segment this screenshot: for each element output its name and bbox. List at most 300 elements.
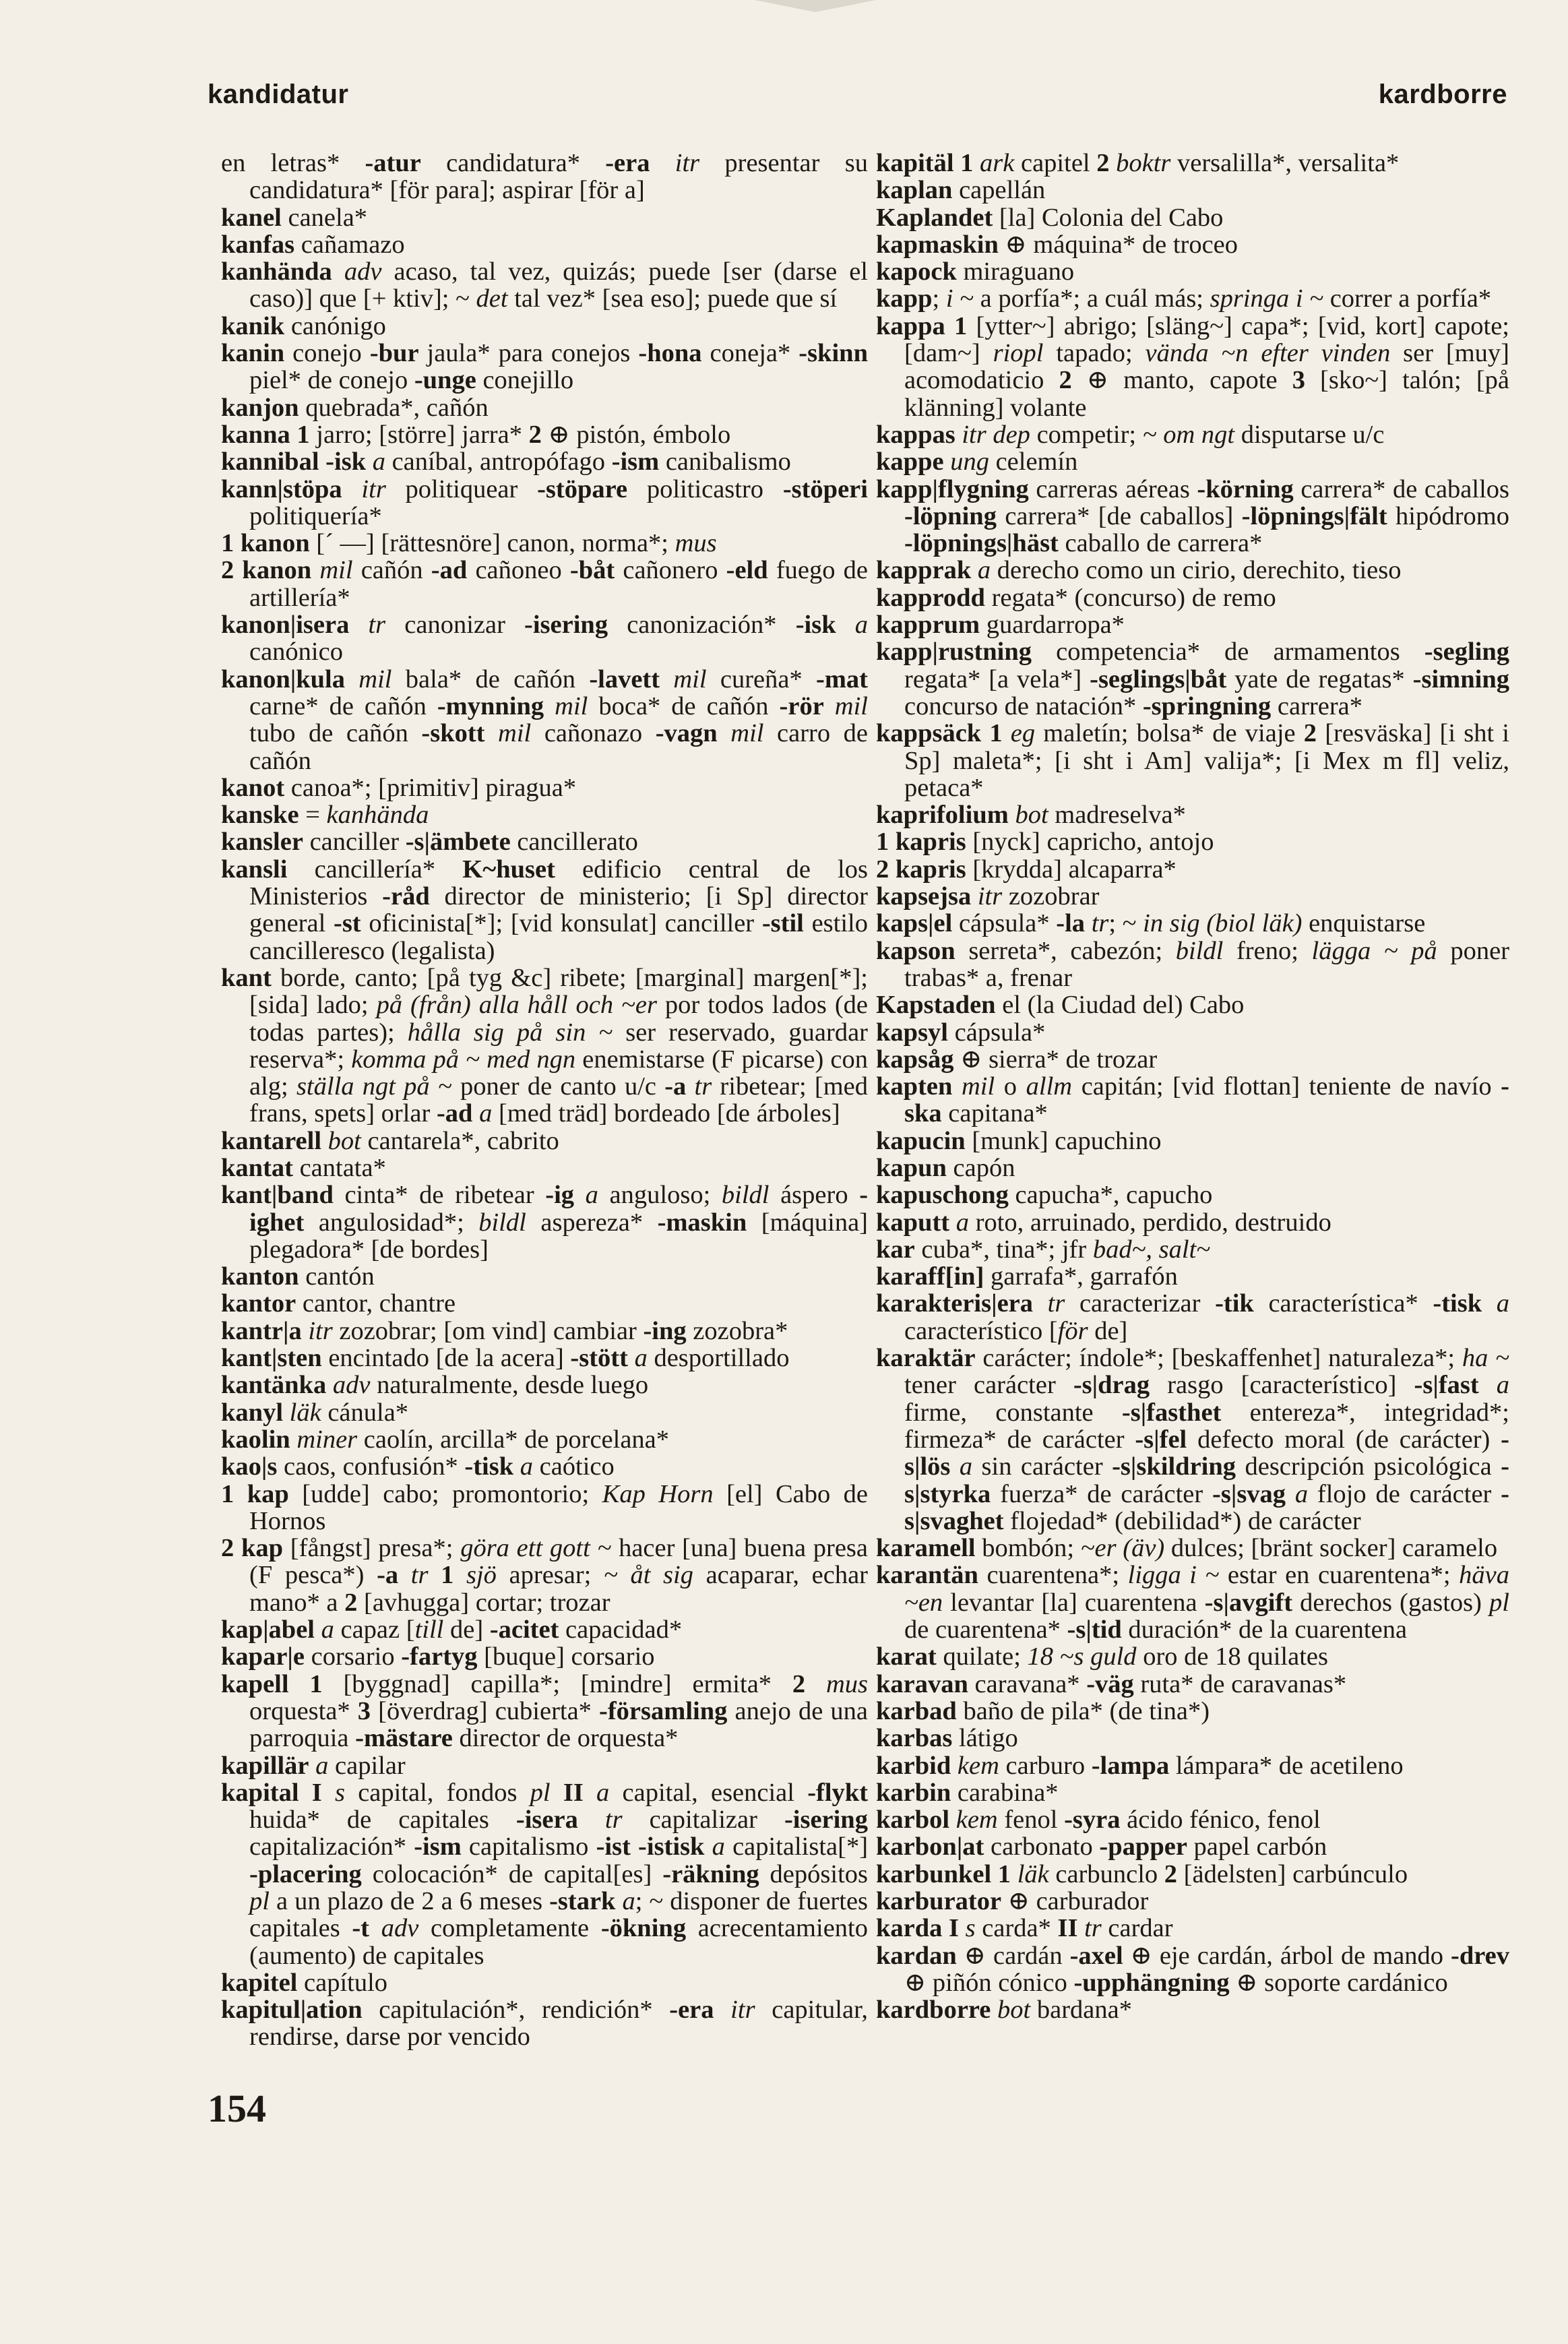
definition-text: anguloso; (598, 1181, 722, 1210)
dictionary-entry (876, 638, 1509, 720)
definition-text: enquistarse (1302, 909, 1426, 938)
dictionary-entry (876, 448, 1509, 475)
label-italic: mil (660, 665, 707, 693)
definition-text: ⊕ máquina* de troceo (998, 230, 1238, 259)
definition-text: colocación* de capital[es] (361, 1859, 663, 1888)
definition-text: encintado [de la acera] (321, 1344, 571, 1373)
definition-text: de cuarentena* (904, 1615, 1067, 1644)
definition-text: estar en cuarentena*; (1219, 1561, 1460, 1590)
definition-text: boca* de cañón (588, 691, 780, 720)
definition-text: capitán; [vid flottan] teniente de navío (1072, 1072, 1501, 1101)
definition-text: conejillo (476, 366, 574, 395)
dictionary-entry (876, 828, 1509, 855)
definition-text: dulces; [bränt socker] caramelo (1164, 1534, 1498, 1563)
label-italic: a (574, 1181, 598, 1210)
headword: -era (669, 1996, 714, 2025)
headword: -s|styrka (904, 1452, 1509, 1508)
headword: Kaplandet (876, 203, 993, 232)
definition-text: acaso, tal vez, quizás; puede [ser (darse el caso)] que [+ ktiv]; ~ (249, 257, 868, 313)
headword: karat (876, 1642, 937, 1671)
definition-text: cañoneo (467, 556, 570, 585)
headword: -isera (515, 1806, 578, 1834)
definition-text: canciller (303, 828, 406, 857)
label-italic: bildl (478, 1208, 526, 1237)
definition-text: rasgo [característico] (1150, 1371, 1414, 1400)
definition-text: canibalismo (659, 448, 791, 476)
definition-text: poner de canto u/c (451, 1072, 665, 1101)
headword: 2 (1164, 1859, 1178, 1888)
headword: kap|abel (221, 1615, 315, 1644)
headword: kapmaskin (876, 230, 999, 259)
definition-text (428, 1561, 441, 1589)
label-italic: tr (349, 611, 386, 640)
headword: -mynning (437, 691, 544, 720)
headword: -mat (816, 665, 868, 693)
label-italic: boktr (1109, 149, 1171, 177)
dictionary-entry (876, 611, 1509, 638)
label-italic: itr dep (955, 420, 1030, 449)
label-italic: vända ~n efter vinden (1145, 339, 1391, 368)
dictionary-entry (876, 177, 1509, 204)
label-italic: miner (290, 1425, 358, 1454)
label-italic: mus (675, 529, 717, 558)
definition-text: capítulo (297, 1968, 388, 1997)
dictionary-entry (221, 313, 868, 340)
label-italic: allm (1026, 1072, 1073, 1101)
definition-text: defecto moral (de carácter) (1187, 1425, 1501, 1454)
definition-text: capellán (952, 176, 1046, 205)
headword: 3 (357, 1696, 371, 1725)
dictionary-entry (221, 774, 868, 801)
dictionary-entry (221, 1345, 868, 1371)
dictionary-entry (221, 448, 868, 475)
headword: -stött (570, 1344, 628, 1373)
headword: kantarell (221, 1126, 322, 1155)
label-italic: Kap Horn (602, 1479, 714, 1508)
dictionary-entry (876, 1671, 1509, 1698)
definition-text: tapado; (1043, 339, 1146, 368)
definition-text: carrera* de caballos (1293, 474, 1509, 503)
label-italic: ~er (äv) (1080, 1534, 1165, 1563)
definition-text: capitular, rendirse, darse por vencido (249, 1996, 868, 2052)
dictionary-entry (221, 1752, 868, 1779)
definition-text: anejo de una parroquia (249, 1696, 868, 1753)
headword: -drev (1451, 1941, 1509, 1970)
headword: karda I (876, 1914, 960, 1943)
headword: kapillär (221, 1751, 309, 1780)
headword: karbas (876, 1724, 953, 1753)
definition-text: candidatura* (420, 149, 606, 177)
dictionary-entry (221, 1996, 868, 2051)
definition-text: caballo de carrera* (1058, 529, 1263, 558)
headword: kappas (876, 420, 955, 449)
definition-text: cinta* de ribetear (333, 1181, 546, 1210)
headword: -flykt (807, 1778, 869, 1807)
headword: -s|fel (1135, 1425, 1187, 1454)
headword: -s|avgift (1204, 1588, 1293, 1617)
headword: 1 kap (221, 1479, 289, 1508)
headword: -s|lös (904, 1425, 1509, 1481)
definition-text: edificio central de los Ministerios (249, 855, 868, 911)
headword: karbin (876, 1778, 951, 1807)
label-italic: in sig (biol läk) (1143, 909, 1303, 938)
label-italic: adv (332, 257, 382, 286)
headword: II (563, 1778, 584, 1807)
definition-text: caravana* (968, 1669, 1087, 1698)
definition-text: ⊕ sierra* de trozar (953, 1045, 1158, 1074)
label-italic: göra ett gott ~ (460, 1534, 612, 1563)
definition-text: o (995, 1072, 1026, 1101)
definition-text: carrera* (1271, 691, 1362, 720)
definition-text: completamente (418, 1914, 601, 1943)
label-italic: läk (283, 1398, 321, 1427)
definition-text: [med träd] bordeado [de árboles] (492, 1099, 840, 1128)
definition-text: ; ~ (1108, 909, 1143, 938)
definition-text: duración* de la cuarentena (1121, 1615, 1408, 1644)
headword: -atur (365, 149, 421, 177)
definition-text: acrecentamiento (aumento) de capitales (249, 1914, 868, 1970)
headword: kaprifolium (876, 801, 1009, 830)
definition-text: [ytter~] abrigo; [släng~] capa*; [vid, kort] capote; [dam~] (904, 311, 1509, 368)
headword: -isering (784, 1806, 868, 1834)
definition-text: caolín, arcilla* de porcelana* (357, 1425, 669, 1454)
headword: kanfas (221, 230, 295, 259)
headword: -vagn (655, 719, 718, 748)
headword: -tisk (464, 1452, 514, 1481)
label-italic: lägga ~ på (1311, 936, 1437, 965)
dictionary-entry (221, 340, 868, 394)
definition-text: firme, constante (904, 1398, 1122, 1427)
headword: kanske (221, 801, 299, 830)
definition-text: regata* (concurso) de remo (984, 583, 1276, 612)
dictionary-entry (876, 910, 1509, 937)
headword: kao|s (221, 1452, 278, 1481)
headword: -isering (524, 611, 608, 640)
definition-text: carácter; índole*; [beskaffenhet] naturaleza*; (975, 1344, 1462, 1373)
definition-text: depósitos (759, 1859, 869, 1888)
dictionary-entry (876, 883, 1509, 910)
label-italic: ung (943, 448, 989, 476)
headword: kaplan (876, 176, 953, 205)
headword: karburator (876, 1887, 1002, 1915)
headword: 2 (1303, 719, 1317, 748)
headword: -a (377, 1561, 399, 1590)
headword: 2 kanon (221, 556, 312, 585)
definition-text: [byggnad] capilla*; [mindre] ermita* (322, 1669, 792, 1698)
definition-text: capón (946, 1153, 1015, 1182)
headword: -stöperi (782, 474, 868, 503)
headword: -lavett (589, 665, 660, 693)
definition-text: correr a porfía* (1323, 284, 1492, 313)
headword: II (1057, 1914, 1078, 1943)
headword: kappsäck 1 (876, 719, 1003, 748)
definition-text: zozobrar (1002, 882, 1100, 911)
headword: kapprodd (876, 583, 985, 612)
definition-text: coneja* (701, 339, 799, 368)
headword: kanyl (221, 1398, 284, 1427)
headword: kanon|isera (221, 611, 350, 640)
definition-text: de] (443, 1615, 490, 1644)
label-italic: till (414, 1615, 444, 1644)
label-italic: läk (1011, 1859, 1049, 1888)
headword: -seglings|båt (1090, 665, 1227, 693)
headword: kanel (221, 203, 282, 232)
definition-text: apresar; (496, 1561, 604, 1590)
dictionary-entry (876, 1698, 1509, 1725)
label-italic: 18 ~s guld (1027, 1642, 1137, 1671)
label-italic: a (513, 1452, 533, 1481)
headword: -ad (436, 1099, 473, 1128)
headword: -mästare (355, 1724, 453, 1753)
definition-text: en letras* (221, 149, 365, 177)
headword: karbol (876, 1806, 950, 1834)
definition-text: ruta* de caravanas* (1133, 1669, 1347, 1698)
definition-text: hacer [una] buena presa (F pesca*) (249, 1534, 869, 1590)
dictionary-entry (221, 476, 868, 530)
headword: kapson (876, 936, 955, 965)
headword: kanna 1 (221, 420, 310, 449)
headword: -s|fasthet (1121, 1398, 1222, 1427)
definition-text: = (299, 801, 327, 830)
dictionary-entry (221, 1371, 868, 1398)
headword: -löpning (904, 501, 997, 530)
dictionary-entry (876, 720, 1509, 801)
headword: K~huset (462, 855, 555, 884)
label-italic: a (1478, 1371, 1509, 1400)
definition-text: cancillería* (287, 855, 463, 884)
definition-text: flojo de carácter (1308, 1479, 1501, 1508)
label-italic: på (från) alla håll och ~er (376, 991, 657, 1020)
label-italic: a (583, 1778, 610, 1807)
definition-text: bombón; (975, 1534, 1081, 1563)
dictionary-entry (221, 1481, 868, 1535)
dictionary-entry (221, 1643, 868, 1670)
definition-text: carbunclo (1048, 1859, 1164, 1888)
dictionary-entry (876, 231, 1509, 258)
label-italic: pl (530, 1778, 551, 1807)
label-italic: mil (311, 556, 353, 585)
headword: karbunkel 1 (876, 1859, 1011, 1888)
label-italic: ~ åt sig (604, 1561, 693, 1590)
label-italic: bildl (1175, 936, 1224, 965)
headword: kapprak (876, 556, 972, 585)
headword: 2 (1096, 149, 1110, 177)
headword: -isk (795, 611, 836, 640)
headword: -s|ämbete (405, 828, 511, 857)
definition-text: ser [muy] acomodaticio (904, 339, 1509, 395)
headword: kapprum (876, 611, 980, 640)
definition-text: regata* [a vela*] (904, 665, 1090, 693)
dictionary-entry (876, 1263, 1509, 1290)
dictionary-entry (221, 1453, 868, 1480)
headword: -ad (431, 556, 468, 585)
headword: -ism (611, 448, 660, 476)
definition-text: bala* de cañón (391, 665, 590, 693)
definition-text: [resväska] [i sht i Sp] maleta*; [i sht i Am] valija*; [i Mex m fl] veliz, petaca* (904, 719, 1510, 802)
dictionary-entry (221, 1318, 868, 1345)
definition-text: látigo (952, 1724, 1018, 1753)
dictionary-entry (876, 1915, 1509, 1942)
label-italic: bildl (721, 1181, 770, 1210)
definition-text: politiquear (385, 474, 538, 503)
dictionary-entry (221, 1290, 868, 1317)
label-italic: mil (484, 719, 532, 748)
definition-text: ser reservado, guardar reserva*; (249, 1018, 868, 1074)
headword: kanon|kula (221, 665, 345, 693)
label-italic: pl (249, 1887, 270, 1915)
definition-text: hipódromo (1387, 501, 1509, 530)
headword: -tisk (1433, 1289, 1482, 1318)
headword: kardborre (876, 1996, 991, 2025)
definition-text: [ädelsten] carbúnculo (1177, 1859, 1408, 1888)
definition-text: cañonero (615, 556, 726, 585)
headword: -körning (1197, 474, 1294, 503)
definition-text: tener carácter (904, 1371, 1073, 1400)
definition-text: tal vez* [sea eso]; puede que sí (507, 284, 838, 313)
definition-text: huida* de capitales (249, 1806, 516, 1834)
dictionary-entry (221, 150, 868, 204)
dictionary-entry (876, 313, 1509, 421)
definition-text: ribetear; [med frans, spets] orlar (249, 1072, 868, 1128)
definition-text: ⊕ soporte cardánico (1229, 1968, 1448, 1997)
label-italic: a (472, 1099, 493, 1128)
definition-text: [buque] corsario (477, 1642, 655, 1671)
label-italic: tr (1033, 1289, 1065, 1318)
dictionary-entry (221, 231, 868, 258)
headword: -s|svaghet (904, 1479, 1509, 1535)
definition-text: ; (932, 284, 946, 313)
headword: kapsejsa (876, 882, 972, 911)
label-italic: mil (952, 1072, 995, 1101)
definition-text: competencia* de armamentos (1032, 638, 1424, 667)
definition-text: canónico (249, 638, 343, 667)
dictionary-entry (876, 937, 1509, 992)
definition-text: canoa*; [primitiv] piragua* (284, 773, 577, 802)
definition-text: papel carbón (1187, 1832, 1327, 1861)
definition-text: disputarse u/c (1234, 420, 1385, 449)
headword: -stil (761, 909, 804, 938)
definition-text: angulosidad*; (304, 1208, 479, 1237)
headword: kansli (221, 855, 288, 884)
definition-text: ⊕ eje cardán, árbol de mando (1123, 1941, 1451, 1970)
definition-text: caos, confusión* (277, 1452, 465, 1481)
headword: kannibal (221, 448, 319, 476)
definition-text: cantarela*, cabrito (360, 1126, 559, 1155)
definition-text: cantor, chantre (296, 1289, 456, 1318)
definition-text: carabina* (951, 1778, 1059, 1807)
dictionary-entry (876, 557, 1509, 584)
definition-text: corsario (304, 1642, 402, 1671)
definition-text: áspero (769, 1181, 860, 1210)
label-italic: a (615, 1887, 635, 1915)
label-italic: i ~ (945, 284, 974, 313)
definition-text: director de ministerio; [i Sp] director general (249, 882, 868, 938)
headword: -placering (249, 1859, 362, 1888)
dictionary-entry (876, 1345, 1509, 1535)
dictionary-entry (221, 828, 868, 855)
definition-text: capitana* (941, 1099, 1048, 1128)
headword: -löpnings|häst (904, 529, 1059, 558)
headword: -acitet (489, 1615, 559, 1644)
headword: kann|stöpa (221, 474, 342, 503)
headword: karbid (876, 1751, 951, 1780)
definition-text: borde, canto; [på tyg &c] ribete; [marginal] margen[*]; [sida] lado; (249, 963, 868, 1020)
dictionary-entry (876, 285, 1509, 312)
definition-text: quilate; (936, 1642, 1028, 1671)
definition-text: canonizar (385, 611, 525, 640)
headword: -simning (1412, 665, 1509, 693)
headword: -a (664, 1072, 687, 1101)
definition-text: fuerza* de carácter (991, 1479, 1213, 1508)
label-italic: häva ~en (904, 1561, 1509, 1617)
definition-text: acaparar, echar mano* a (249, 1561, 868, 1617)
headword: kanhända (221, 257, 332, 286)
definition-text: cuba*, tina*; jfr (914, 1235, 1093, 1264)
headword: -unge (414, 366, 476, 395)
headword: -axel (1069, 1941, 1123, 1970)
dictionary-entry (221, 1263, 868, 1290)
dictionary-entry (876, 584, 1509, 611)
headword: -fartyg (401, 1642, 478, 1671)
definition-text: capitalización* (249, 1832, 414, 1861)
dictionary-entry (221, 1535, 868, 1616)
headword: -väg (1086, 1669, 1134, 1698)
headword: kanjon (221, 393, 299, 422)
dictionary-entry (876, 1725, 1509, 1752)
label-italic: mil (544, 691, 588, 720)
definition-text: flojedad* (debilidad*) de carácter (1003, 1506, 1361, 1535)
dictionary-entry (876, 1290, 1509, 1345)
label-italic: a (704, 1832, 725, 1861)
headword: kar (876, 1235, 915, 1264)
definition-text: a un plazo de 2 a 6 meses (269, 1887, 550, 1915)
headword: -eld (726, 556, 768, 585)
headword: -segling (1424, 638, 1509, 667)
definition-text: director de orquesta* (452, 1724, 679, 1753)
headword: karantän (876, 1561, 978, 1590)
dictionary-entry (876, 258, 1509, 285)
headword: -isk (325, 448, 367, 476)
definition-text: ⊕ cardán (956, 1941, 1070, 1970)
headword: -ing (643, 1316, 687, 1345)
dictionary-entry (221, 1779, 868, 1969)
headword: -era (605, 149, 650, 177)
definition-text: poner trabas* a, frenar (904, 936, 1509, 992)
definition-text: cardar (1101, 1914, 1173, 1943)
definition-text: capital, fondos (344, 1778, 530, 1807)
dictionary-entry (876, 801, 1509, 828)
label-italic: komma på ~ med ngn (351, 1045, 576, 1074)
headword: 2 (792, 1669, 806, 1698)
dictionary-entry (876, 1019, 1509, 1046)
dictionary-entry (221, 204, 868, 231)
headword: 2 kapris (876, 855, 966, 884)
headword: -papper (1099, 1832, 1187, 1861)
definition-text: oro de 18 quilates (1136, 1642, 1328, 1671)
headword: kappa 1 (876, 311, 968, 340)
label-italic: hålla sig på sin ~ (407, 1018, 613, 1047)
label-italic: ~ om ngt (1142, 420, 1235, 449)
definition-text: cantón (299, 1262, 375, 1291)
definition-text: derecho como un cirio, derechito, tieso (991, 556, 1402, 585)
definition-text: carrera* [de caballos] (996, 501, 1242, 530)
label-italic: ark (973, 149, 1015, 177)
definition-text: caníbal, antropófago (385, 448, 612, 476)
headword: kant|sten (221, 1344, 322, 1373)
headword: kanot (221, 773, 285, 802)
definition-text: característico [ (904, 1316, 1058, 1345)
headword: kantor (221, 1289, 296, 1318)
